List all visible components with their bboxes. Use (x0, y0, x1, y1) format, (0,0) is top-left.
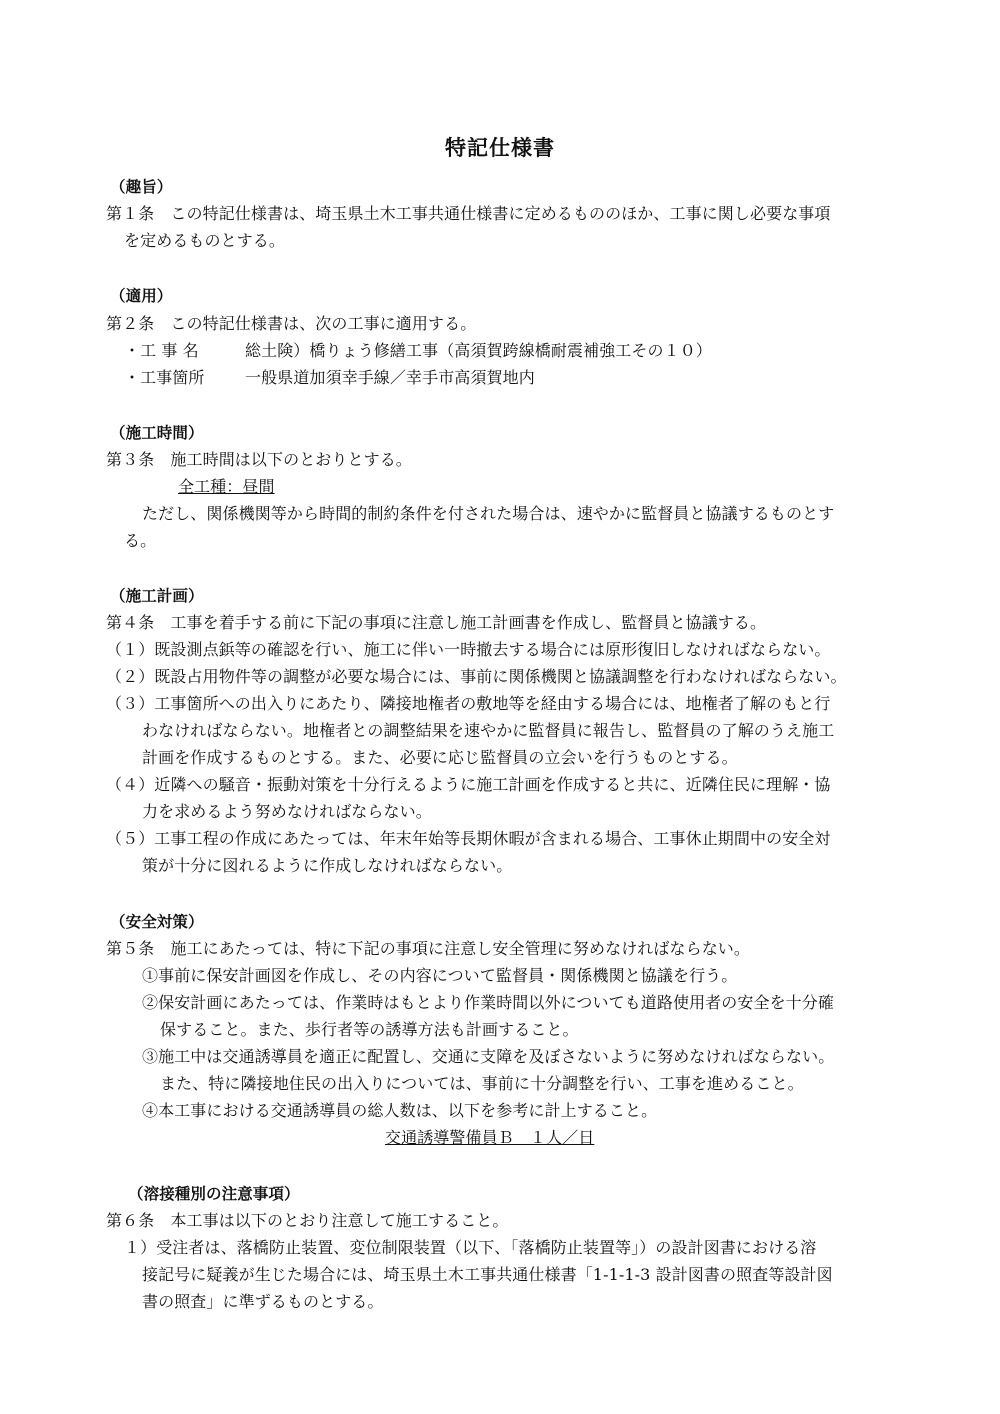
article-6-line: 第６条 本工事は以下のとおり注意して施工すること。 (106, 1211, 509, 1230)
article-6-item-cont: 書の照査」に準ずるものとする。 (142, 1292, 384, 1311)
work-location-value: 一般県道加須幸手線／幸手市高須賀地内 (245, 368, 535, 387)
article-6-item: １）受注者は、落橋防止装置、変位制限装置（以下、「落橋防止装置等」）の設計図書における溶 (124, 1238, 817, 1257)
article-4-item-cont: 策が十分に図れるように作成しなければならない。 (142, 856, 513, 875)
article-5-item: ③施工中は交通誘導員を適正に配置し、交通に支障を及ぼさないように努めなければならない。 (142, 1047, 835, 1066)
article-5-item: ①事前に保安計画図を作成し、その内容について監督員・関係機関と協議を行う。 (142, 966, 738, 985)
section-heading-application: （適用） (110, 287, 173, 305)
article-5-line: 第５条 施工にあたっては、特に下記の事項に注意し安全管理に努めなければならない。 (106, 939, 751, 958)
article-5-item-cont: 保すること。また、歩行者等の誘導方法も計画すること。 (160, 1020, 579, 1039)
article-2-line: 第２条 この特記仕様書は、次の工事に適用する。 (106, 314, 477, 333)
document-title: 特記仕様書 (445, 136, 555, 160)
article-4-item-cont: 計画を作成するものとする。また、必要に応じ監督員の立会いを行うものとする。 (142, 748, 738, 767)
section-heading-safety: （安全対策） (110, 913, 204, 931)
section-heading-construction-plan: （施工計画） (110, 587, 204, 605)
work-name-value: 総土険）橋りょう修繕工事（高須賀跨線橋耐震補強工その１０） (245, 341, 712, 360)
work-location-label: ・工事箇所 (124, 368, 205, 387)
section-heading-welding: （溶接種別の注意事項） (128, 1185, 300, 1203)
article-4-item: （３）工事箇所への出入りにあたり、隣接地権者の敷地等を経由する場合には、地権者了解のもと行 (106, 694, 831, 713)
article-3-line: る。 (124, 531, 157, 550)
article-1-line: を定めるものとする。 (124, 231, 286, 250)
work-name-label: ・工 事 名 (124, 341, 199, 360)
article-4-item-cont: わなければならない。地権者との調整結果を速やかに監督員に報告し、監督員の了解のうえ施工 (142, 721, 835, 740)
article-3-line: ただし、関係機関等から時間的制約条件を付された場合は、速やかに監督員と協議するものとす (142, 504, 835, 523)
article-4-item: （４）近隣への騒音・振動対策を十分行えるように施工計画を作成すると共に、近隣住民に理解・協 (106, 775, 831, 794)
article-4-item: （５）工事工程の作成にあたっては、年末年始等長期休暇が含まれる場合、工事休止期間中の安全対 (106, 829, 831, 848)
article-6-item-cont: 接記号に疑義が生じた場合には、埼玉県土木工事共通仕様書「1-1-1-3 設計図書の照査等設計図 (142, 1265, 833, 1284)
article-4-line: 第４条 工事を着手する前に下記の事項に注意し施工計画書を作成し、監督員と協議する。 (106, 613, 767, 632)
work-hours-value: 全工種：昼間 (178, 477, 275, 496)
article-5-item: ②保安計画にあたっては、作業時はもとより作業時間以外についても道路使用者の安全を十分確 (142, 993, 834, 1012)
article-5-item: ④本工事における交通誘導員の総人数は、以下を参考に計上すること。 (142, 1101, 658, 1120)
article-5-item-cont: また、特に隣接地住民の出入りについては、事前に十分調整を行い、工事を進めること。 (160, 1074, 804, 1093)
article-4-item: （１）既設測点鋲等の確認を行い、施工に伴い一時撤去する場合には原形復旧しなければならない。 (106, 640, 831, 659)
section-heading-purpose: （趣旨） (110, 178, 173, 196)
article-1-line: 第１条 この特記仕様書は、埼玉県土木工事共通仕様書に定めるもののほか、工事に関し必要な事項 (106, 204, 831, 223)
article-4-item-cont: 力を求めるよう努めなければならない。 (142, 802, 432, 821)
traffic-guard-count: 交通誘導警備員Ｂ １人／日 (385, 1128, 595, 1147)
article-4-item: （２）既設占用物件等の調整が必要な場合には、事前に関係機関と協議調整を行わなければならない。 (106, 667, 847, 686)
article-3-line: 第３条 施工時間は以下のとおりとする。 (106, 450, 412, 469)
section-heading-work-hours: （施工時間） (110, 424, 204, 442)
